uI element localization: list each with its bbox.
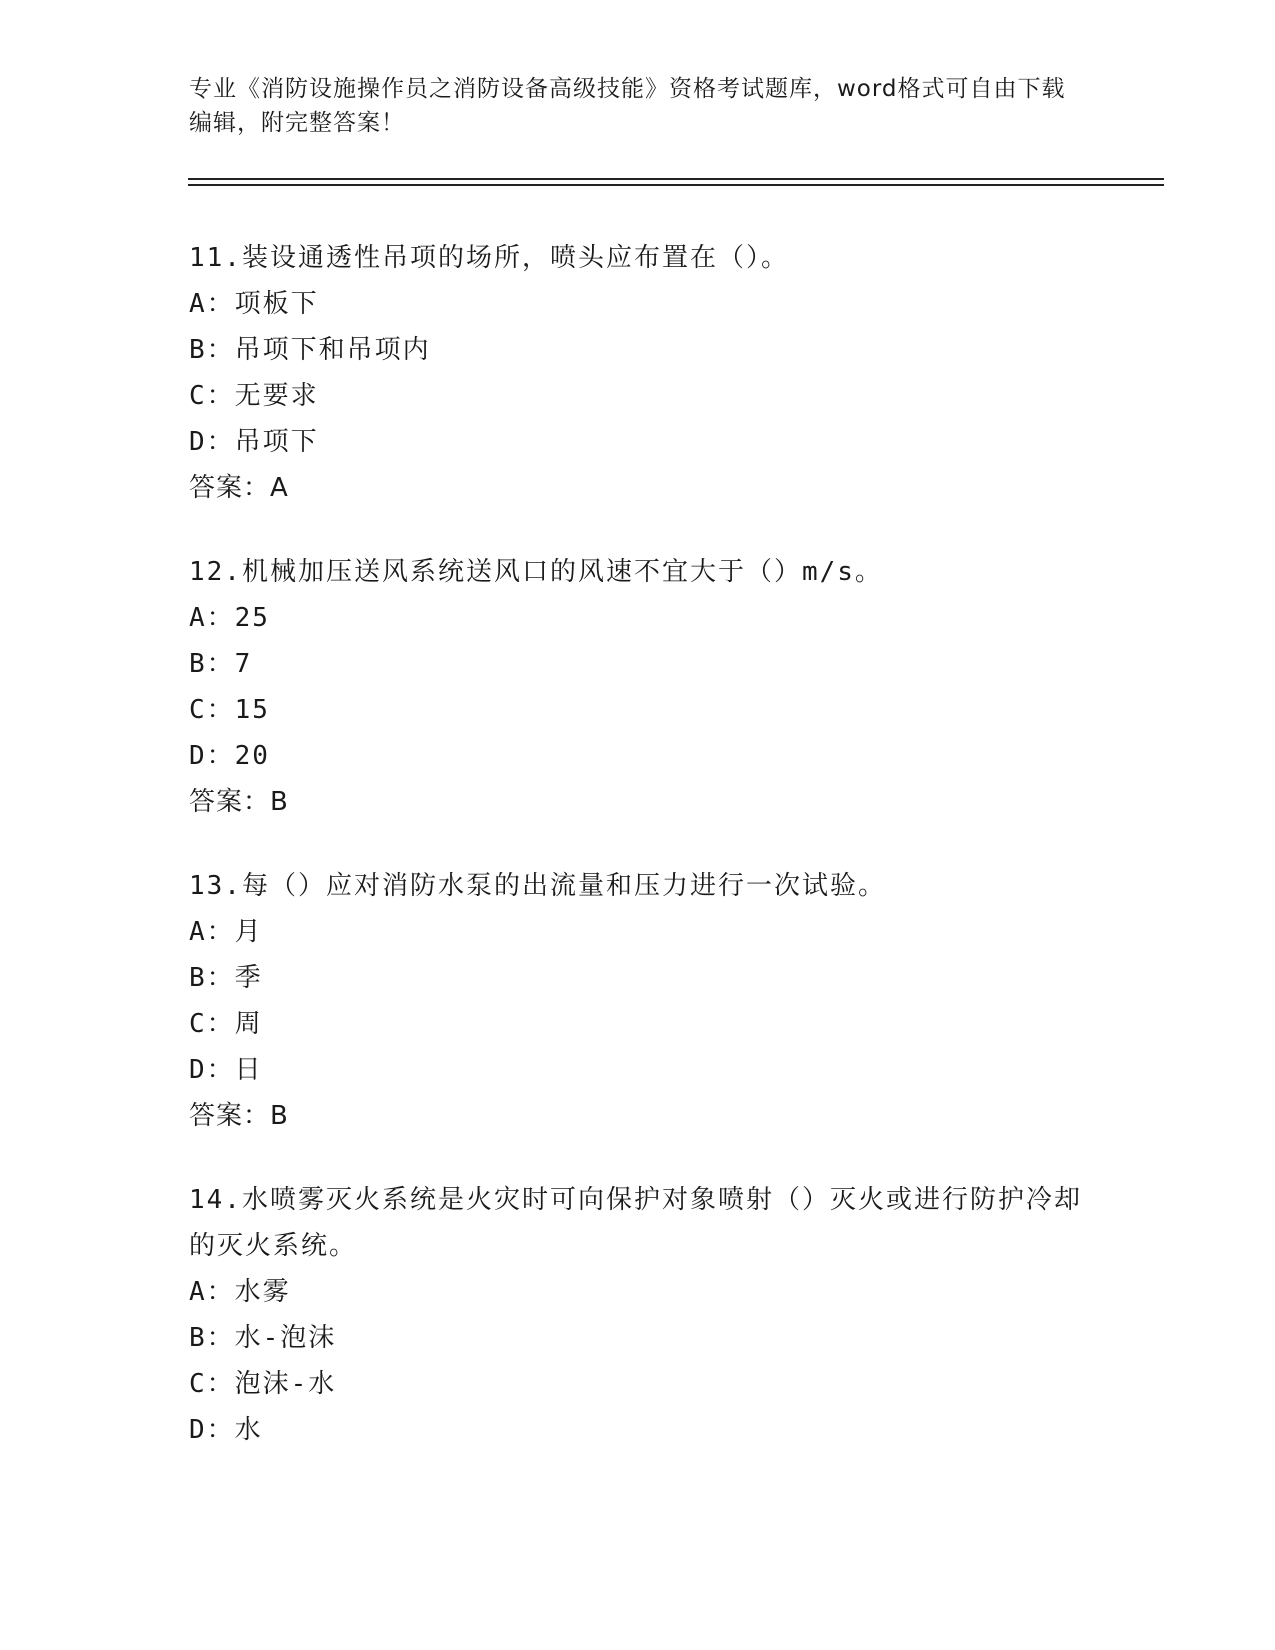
option-d: D：20	[189, 741, 270, 771]
option-a: A：项板下	[189, 289, 319, 319]
option-c: C：15	[189, 695, 270, 725]
question-13	[189, 863, 1089, 1139]
header-divider-top	[188, 178, 1164, 180]
option-b: B：水-泡沫	[189, 1323, 337, 1353]
question-stem: 11.装设通透性吊项的场所，喷头应布置在（）。	[189, 243, 789, 273]
question-stem: 13.每（）应对消防水泵的出流量和压力进行一次试验。	[189, 871, 886, 901]
answer-label: 答案：B	[189, 1101, 289, 1131]
option-d: D：吊项下	[189, 427, 319, 457]
option-a: A：25	[189, 603, 270, 633]
option-c: C：周	[189, 1009, 263, 1039]
answer-label: 答案：B	[189, 787, 289, 817]
document-header: 专业《消防设施操作员之消防设备高级技能》资格考试题库，word格式可自由下载编辑，附完整答案！	[189, 76, 1066, 136]
option-c: C：泡沫-水	[189, 1369, 337, 1399]
option-c: C：无要求	[189, 381, 319, 411]
option-a: A：水雾	[189, 1277, 291, 1307]
question-11	[189, 235, 1089, 511]
option-b: B：7	[189, 649, 253, 679]
question-list	[189, 235, 1089, 1491]
option-d: D：日	[189, 1055, 263, 1085]
option-b: B：吊项下和吊项内	[189, 335, 431, 365]
option-a: A：月	[189, 917, 263, 947]
option-b: B：季	[189, 963, 263, 993]
header-divider-bottom	[188, 184, 1164, 186]
answer-label: 答案：A	[189, 473, 289, 503]
question-stem: 14.水喷雾灭火系统是火灾时可向保护对象喷射（）灭火或进行防护冷却的灭火系统。	[189, 1185, 1082, 1261]
question-stem: 12.机械加压送风系统送风口的风速不宜大于（）m/s。	[189, 557, 883, 587]
question-12	[189, 549, 1089, 825]
option-d: D：水	[189, 1415, 263, 1445]
question-14	[189, 1177, 1089, 1453]
